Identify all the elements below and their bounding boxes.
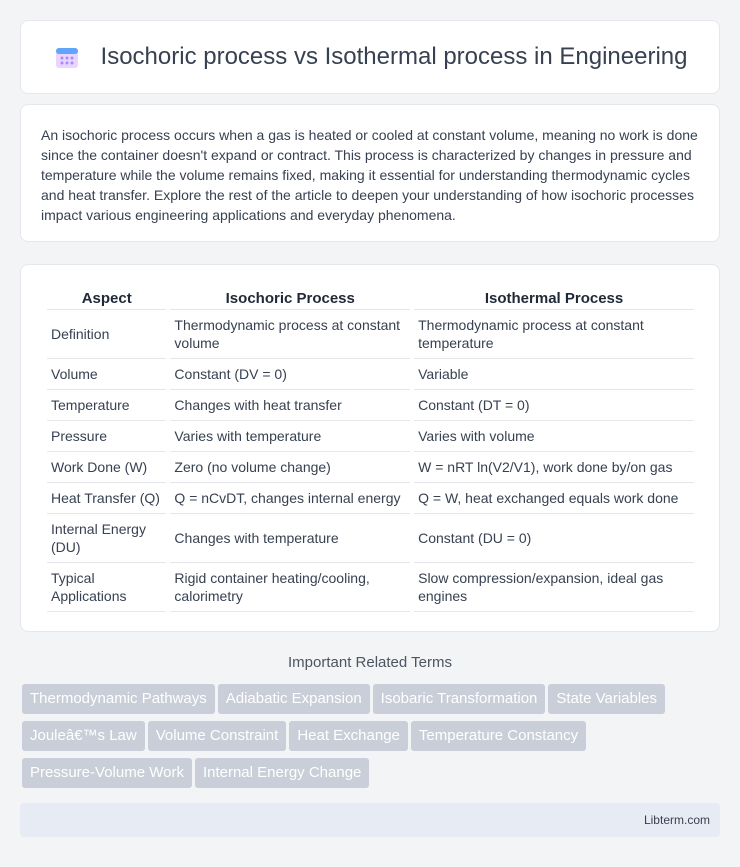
row-isochoric: Thermodynamic process at constant volume [170,310,410,359]
related-term-tag[interactable]: Volume Constraint [148,721,287,751]
row-aspect: Work Done (W) [47,452,166,483]
table-row [47,452,694,483]
header-isochoric: Isochoric Process [170,285,410,310]
table-row [47,359,694,390]
related-term-tag[interactable]: Heat Exchange [289,721,408,751]
related-term-tag[interactable]: Adiabatic Expansion [218,684,370,714]
related-term-tag[interactable]: Internal Energy Change [195,758,369,788]
row-aspect: Definition [47,310,166,359]
calendar-icon [53,43,81,71]
row-aspect: Internal Energy (DU) [47,514,166,563]
row-isochoric: Rigid container heating/cooling, calorimetry [170,563,410,612]
row-isothermal: Thermodynamic process at constant temperature [414,310,694,359]
row-isochoric: Changes with temperature [170,514,410,563]
row-isochoric: Changes with heat transfer [170,390,410,421]
table-header-row [47,285,694,310]
row-isochoric: Zero (no volume change) [170,452,410,483]
table-row [47,514,694,563]
intro-text: An isochoric process occurs when a gas is heated or cooled at constant volume, meaning no work is done since the container doesn't expand or contract. This process is characterized by changes in pressure and temperature while the volume remains fixed, making it essential for understanding thermodynamic cycles and heat transfer. Explore the rest of the article to deepen your understanding of how isochoric processes impact various engineering applications and everyday phenomena. [41,127,698,223]
row-isothermal: Varies with volume [414,421,694,452]
table-row [47,421,694,452]
row-aspect: Heat Transfer (Q) [47,483,166,514]
row-aspect: Typical Applications [47,563,166,612]
header-card [20,20,720,94]
row-isochoric: Varies with temperature [170,421,410,452]
comparison-table [43,285,698,612]
table-row [47,563,694,612]
table-row [47,390,694,421]
row-isothermal: Variable [414,359,694,390]
footer [20,803,720,837]
footer-site-link[interactable]: Libterm.com [643,813,710,827]
related-term-tag[interactable]: State Variables [548,684,665,714]
row-isothermal: Slow compression/expansion, ideal gas engines [414,563,694,612]
related-terms-tags [22,684,722,795]
related-term-tag[interactable]: Temperature Constancy [411,721,586,751]
row-isothermal: Constant (DU = 0) [414,514,694,563]
intro-card [20,104,720,242]
related-term-tag[interactable]: Pressure-Volume Work [22,758,192,788]
table-row [47,483,694,514]
related-term-tag[interactable]: Jouleâ€™s Law [22,721,145,751]
row-isothermal: Constant (DT = 0) [414,390,694,421]
table-row [47,310,694,359]
row-aspect: Temperature [47,390,166,421]
related-terms-title: Important Related Terms [288,654,452,671]
related-term-tag[interactable]: Isobaric Transformation [373,684,546,714]
page-title: Isochoric process vs Isothermal process in Engineering [100,43,688,70]
row-isothermal: Q = W, heat exchanged equals work done [414,483,694,514]
header-isothermal: Isothermal Process [414,285,694,310]
row-aspect: Pressure [47,421,166,452]
comparison-table-card [20,264,720,632]
row-isochoric: Q = nCvDT, changes internal energy [170,483,410,514]
related-term-tag[interactable]: Thermodynamic Pathways [22,684,215,714]
row-isothermal: W = nRT ln(V2/V1), work done by/on gas [414,452,694,483]
row-isochoric: Constant (DV = 0) [170,359,410,390]
header-aspect: Aspect [47,285,166,310]
row-aspect: Volume [47,359,166,390]
